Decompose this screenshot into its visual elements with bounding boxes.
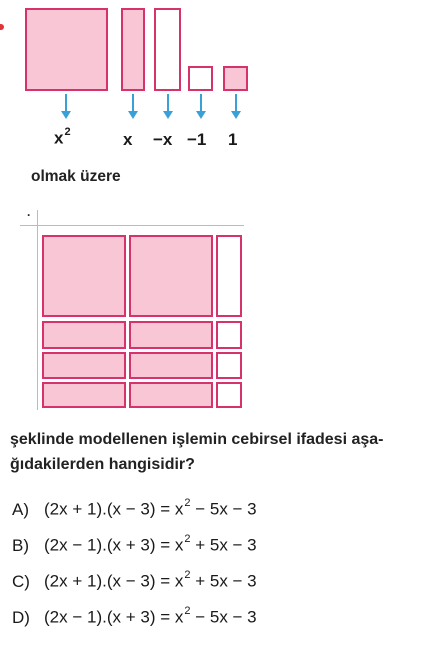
model-tile-x-squared-1 [42,235,126,317]
horizontal-axis-line [20,225,244,226]
corner-dot: . [27,205,31,219]
model-tile-negative-x-1 [216,235,242,317]
option-b-exp: 2 [184,533,191,545]
arrow-down-icon [235,94,237,112]
label-negative-x: −x [153,130,173,149]
model-tile-x-row4-2 [129,382,213,408]
model-tile-x-row3-2 [129,352,213,379]
tile-negative-one [188,66,213,91]
model-tile-negative-one-1 [216,321,242,349]
option-a-lhs: (2x + 1).(x − 3) = x [44,499,184,519]
label-x-squared [54,128,71,149]
tile-x [121,8,145,91]
tile-one [223,66,248,91]
arrow-down-icon [65,94,67,112]
option-c-rhs: + 5x − 3 [190,571,257,591]
option-c-exp: 2 [184,569,191,581]
model-tile-negative-one-3 [216,382,242,408]
option-d-lhs: (2x − 1).(x + 3) = x [44,607,184,627]
label-x: x [123,130,133,149]
vertical-axis-line [37,210,38,410]
question-line-2: ğıdakilerden hangisidir? [10,456,195,473]
model-tile-x-row3-1 [42,352,126,379]
olmak-uzere-text: olmak üzere [31,168,121,185]
option-d-exp: 2 [184,605,191,617]
option-a[interactable] [12,499,257,520]
option-b[interactable] [12,535,257,556]
label-one: 1 [228,130,238,149]
option-a-rhs: − 5x − 3 [190,499,257,519]
arrow-down-icon [200,94,202,112]
option-b-rhs: + 5x − 3 [190,535,257,555]
tile-x-squared [25,8,108,91]
option-d-letter: D) [12,607,30,627]
model-tile-x-squared-2 [129,235,213,317]
option-a-letter: A) [12,499,29,519]
label-negative-one: −1 [187,130,207,149]
label-x-squared-exponent: 2 [64,126,71,138]
arrow-down-icon [132,94,134,112]
option-c-letter: C) [12,571,30,591]
option-d-rhs: − 5x − 3 [190,607,257,627]
option-c[interactable] [12,571,257,592]
arrow-down-icon [167,94,169,112]
model-tile-negative-one-2 [216,352,242,379]
option-d[interactable] [12,607,257,628]
model-tile-x-row2-1 [42,321,126,349]
margin-marker [0,24,4,30]
option-b-letter: B) [12,535,29,555]
label-x-squared-base: x [54,128,64,148]
option-b-lhs: (2x − 1).(x + 3) = x [44,535,184,555]
option-a-exp: 2 [184,497,191,509]
question-line-1: şeklinde modellenen işlemin cebirsel ifadesi aşa- [10,431,384,448]
model-tile-x-row4-1 [42,382,126,408]
model-tile-x-row2-2 [129,321,213,349]
tile-negative-x [154,8,181,91]
option-c-lhs: (2x + 1).(x − 3) = x [44,571,184,591]
